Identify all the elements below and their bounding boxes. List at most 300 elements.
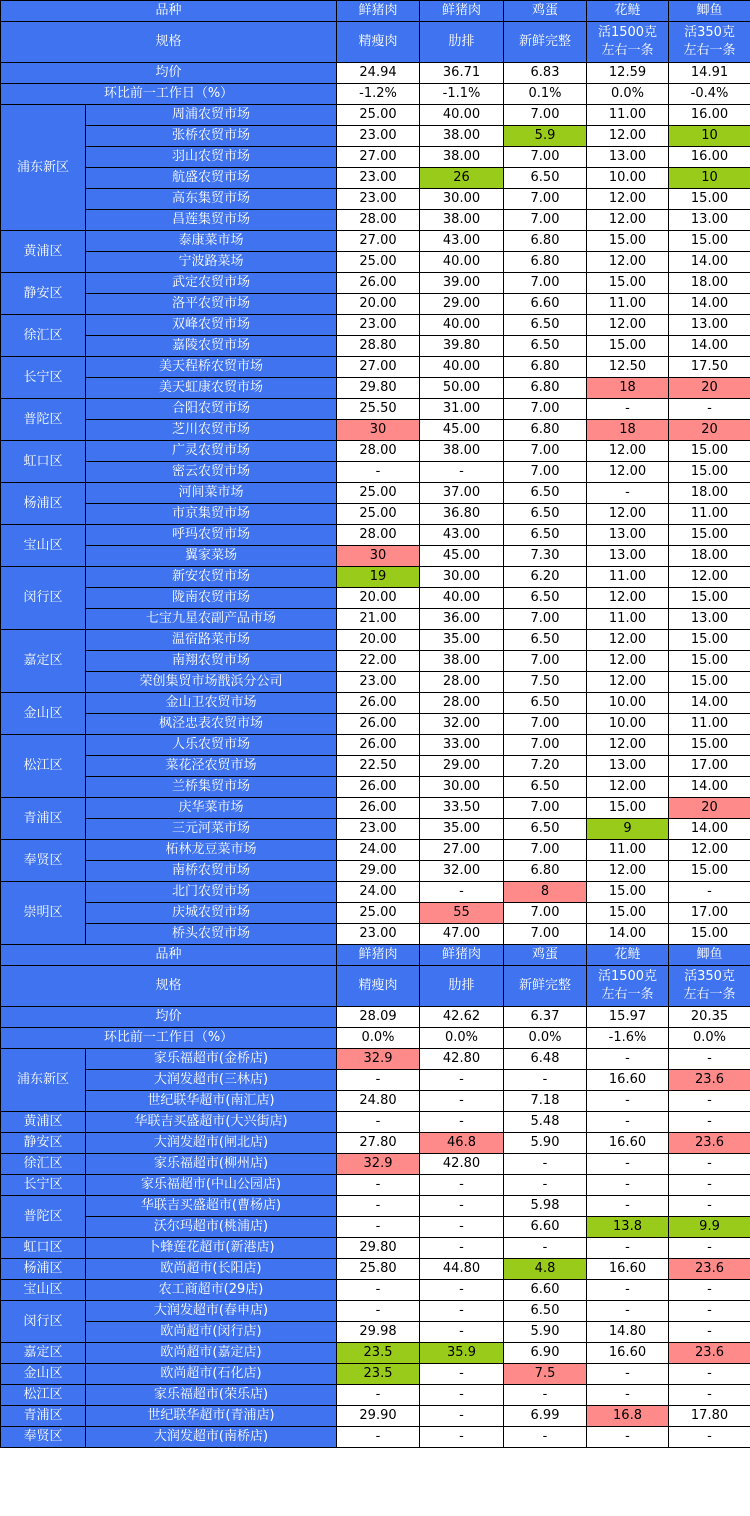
table-row [1,1070,750,1091]
price-cell: 35.00 [420,819,504,840]
price-cell: - [587,1154,669,1175]
district-name: 徐汇区 [1,1154,86,1175]
change-value: 0.0% [669,1028,750,1049]
price-cell: 6.50 [504,819,587,840]
table-row [1,441,750,462]
price-cell: 12.00 [587,252,669,273]
change-label: 环比前一工作日（%） [1,1028,337,1049]
market-name: 沃尔玛超市(桃浦店) [86,1217,337,1238]
average-label: 均价 [1,63,337,84]
price-cell: 11.00 [587,840,669,861]
table-row [1,1154,750,1175]
price-cell: 12.00 [587,735,669,756]
district-name: 长宁区 [1,357,86,399]
price-cell: 12.00 [587,651,669,672]
price-cell: 30 [337,546,420,567]
product-name: 鲜猪肉 [337,1,420,22]
price-cell: 15.00 [587,798,669,819]
price-cell: 25.50 [337,399,420,420]
table-row [1,147,750,168]
price-cell: 11.00 [669,504,750,525]
average-value: 28.09 [337,1007,420,1028]
price-cell: - [669,1364,750,1385]
price-cell: 25.00 [337,504,420,525]
table-row [1,1343,750,1364]
price-cell: 15.00 [669,231,750,252]
table-row [1,1406,750,1427]
market-name: 金山卫农贸市场 [86,693,337,714]
district-name: 松江区 [1,1385,86,1406]
average-value: 36.71 [420,63,504,84]
price-cell: 15.00 [587,903,669,924]
price-cell: - [337,1427,420,1448]
price-cell: - [420,1385,504,1406]
price-cell: 12.00 [587,504,669,525]
table-row [1,777,750,798]
price-cell: 28.00 [337,525,420,546]
table-row [1,504,750,525]
price-cell: 38.00 [420,147,504,168]
market-name: 大润发超市(三林店) [86,1070,337,1091]
table-row [1,651,750,672]
district-name: 松江区 [1,735,86,798]
product-name: 鲫鱼 [669,945,750,966]
price-cell: - [420,1196,504,1217]
district-name: 徐汇区 [1,315,86,357]
table-row [1,189,750,210]
price-cell: 20 [669,798,750,819]
price-cell: 7.50 [504,672,587,693]
price-cell: 32.9 [337,1154,420,1175]
price-cell: 7.00 [504,735,587,756]
market-name: 昌莲集贸市场 [86,210,337,231]
table-row [1,399,750,420]
price-cell: 15.00 [669,651,750,672]
table-row [1,714,750,735]
table-row [1,1133,750,1154]
price-cell: 28.80 [337,336,420,357]
average-value: 14.91 [669,63,750,84]
price-cell: 23.00 [337,168,420,189]
price-cell: 16.00 [669,147,750,168]
price-cell: 36.80 [420,504,504,525]
price-cell: 15.00 [587,231,669,252]
price-cell: - [587,1049,669,1070]
price-cell: 18 [587,420,669,441]
market-change-row [1,84,750,105]
price-cell: 20 [669,378,750,399]
price-cell: 12.00 [587,210,669,231]
district-name: 黄浦区 [1,231,86,273]
market-name: 河间菜市场 [86,483,337,504]
market-name: 航盛农贸市场 [86,168,337,189]
table-row [1,693,750,714]
price-cell: - [420,882,504,903]
price-cell: 12.00 [587,777,669,798]
price-cell: - [504,1427,587,1448]
price-cell: - [420,1238,504,1259]
district-name: 宝山区 [1,1280,86,1301]
table-row [1,798,750,819]
price-cell: 37.00 [420,483,504,504]
price-cell: 38.00 [420,651,504,672]
price-cell: 6.60 [504,1217,587,1238]
price-cell: 23.00 [337,924,420,945]
price-cell: 14.00 [669,777,750,798]
district-name: 崇明区 [1,882,86,945]
price-cell: 16.60 [587,1070,669,1091]
price-cell: - [669,882,750,903]
table-row [1,105,750,126]
price-cell: 14.00 [669,819,750,840]
market-average-row [1,63,750,84]
price-cell: 27.00 [337,147,420,168]
price-cell: 13.00 [587,525,669,546]
price-cell: 12.00 [587,462,669,483]
spec-name: 活350克 左右一条 [669,966,750,1007]
market-name: 世纪联华超市(南汇店) [86,1091,337,1112]
change-value: 0.0% [587,84,669,105]
price-cell: 7.00 [504,714,587,735]
price-cell: 26.00 [337,693,420,714]
price-cell: 28.00 [337,441,420,462]
price-cell: 9 [587,819,669,840]
price-cell: 18 [587,378,669,399]
price-cell: 7.30 [504,546,587,567]
price-cell: 6.80 [504,420,587,441]
price-cell: 7.00 [504,441,587,462]
table-row [1,231,750,252]
price-cell: - [587,1364,669,1385]
price-cell: 7.00 [504,273,587,294]
price-cell: 7.00 [504,840,587,861]
price-cell: 40.00 [420,588,504,609]
price-cell: 31.00 [420,399,504,420]
price-cell: - [669,1238,750,1259]
district-name: 黄浦区 [1,1112,86,1133]
district-name: 杨浦区 [1,483,86,525]
market-name: 桥头农贸市场 [86,924,337,945]
price-cell: 13.00 [669,609,750,630]
market-name: 美天程桥农贸市场 [86,357,337,378]
price-cell: 9.9 [669,1217,750,1238]
price-cell: 50.00 [420,378,504,399]
table-row [1,903,750,924]
market-name: 枫泾忠表农贸市场 [86,714,337,735]
change-value: 0.0% [420,1028,504,1049]
price-cell: 20.00 [337,630,420,651]
supermarket-change-row [1,1028,750,1049]
price-cell: 13.00 [669,210,750,231]
price-cell: - [587,1280,669,1301]
price-cell: 7.00 [504,651,587,672]
price-cell: 20 [669,420,750,441]
table-row [1,1091,750,1112]
average-value: 20.35 [669,1007,750,1028]
price-cell: 13.00 [587,546,669,567]
district-name: 静安区 [1,273,86,315]
price-cell: 24.80 [337,1091,420,1112]
price-cell: - [420,1301,504,1322]
price-cell: - [669,1385,750,1406]
price-cell: - [669,1049,750,1070]
table-row [1,1364,750,1385]
price-cell: 15.00 [587,336,669,357]
price-cell: - [337,1175,420,1196]
price-cell: 26.00 [337,714,420,735]
price-cell: - [504,1385,587,1406]
spec-name: 活1500克 左右一条 [587,966,669,1007]
price-cell: 23.00 [337,672,420,693]
table-row [1,168,750,189]
product-name: 花鲢 [587,1,669,22]
price-cell: - [420,1217,504,1238]
table-row [1,462,750,483]
price-cell: 29.00 [420,294,504,315]
spec-name: 活1500克 左右一条 [587,22,669,63]
market-name: 菜花泾农贸市场 [86,756,337,777]
price-cell: 38.00 [420,441,504,462]
price-cell: 15.00 [669,525,750,546]
price-cell: 27.80 [337,1133,420,1154]
district-name: 金山区 [1,1364,86,1385]
price-cell: 55 [420,903,504,924]
change-value: 0.0% [337,1028,420,1049]
price-cell: 6.80 [504,231,587,252]
spec-name: 肋排 [420,22,504,63]
price-cell: 23.00 [337,315,420,336]
table-row [1,483,750,504]
average-value: 24.94 [337,63,420,84]
price-cell: - [420,1070,504,1091]
price-cell: - [337,1385,420,1406]
price-cell: 15.00 [669,672,750,693]
market-name: 芝川农贸市场 [86,420,337,441]
district-name: 金山区 [1,693,86,735]
price-cell: - [420,1427,504,1448]
price-cell: 29.00 [420,756,504,777]
average-value: 42.62 [420,1007,504,1028]
table-row [1,315,750,336]
price-cell: 38.00 [420,210,504,231]
price-cell: 29.90 [337,1406,420,1427]
price-cell: 10 [669,126,750,147]
price-cell: 45.00 [420,420,504,441]
price-cell: 22.00 [337,651,420,672]
average-value: 12.59 [587,63,669,84]
price-cell: 14.00 [587,924,669,945]
market-name: 呼玛农贸市场 [86,525,337,546]
price-cell: 17.00 [669,756,750,777]
price-cell: 21.00 [337,609,420,630]
table-row [1,630,750,651]
district-name: 青浦区 [1,798,86,840]
price-cell: 6.80 [504,252,587,273]
table-row [1,1385,750,1406]
table-row [1,1238,750,1259]
market-name: 欧尚超市(石化店) [86,1364,337,1385]
average-value: 6.37 [504,1007,587,1028]
price-cell: 6.50 [504,504,587,525]
price-cell: 26.00 [337,735,420,756]
price-cell: 40.00 [420,357,504,378]
price-cell: 20.00 [337,588,420,609]
price-cell: 15.00 [587,273,669,294]
market-name: 陇南农贸市场 [86,588,337,609]
spec-label: 规格 [1,22,337,63]
price-cell: 23.00 [337,126,420,147]
price-cell: 23.5 [337,1343,420,1364]
average-value: 15.97 [587,1007,669,1028]
price-cell: 32.00 [420,861,504,882]
table-row [1,861,750,882]
market-product-row [1,1,750,22]
price-cell: 25.00 [337,105,420,126]
price-cell: 43.00 [420,231,504,252]
change-value: 0.0% [504,1028,587,1049]
table-row [1,1196,750,1217]
price-cell: 12.00 [587,672,669,693]
price-cell: 43.00 [420,525,504,546]
price-cell: 16.60 [587,1259,669,1280]
price-cell: 13.00 [587,147,669,168]
price-cell: - [420,462,504,483]
price-cell: 7.00 [504,924,587,945]
district-name: 闵行区 [1,1301,86,1343]
price-cell: 22.50 [337,756,420,777]
price-cell: 39.80 [420,336,504,357]
price-cell: 27.00 [420,840,504,861]
market-name: 泰康菜市场 [86,231,337,252]
price-cell: - [420,1364,504,1385]
price-cell: 15.00 [669,588,750,609]
price-cell: 30.00 [420,777,504,798]
price-cell: 44.80 [420,1259,504,1280]
table-row [1,336,750,357]
price-cell: 6.50 [504,693,587,714]
price-cell: 7.00 [504,189,587,210]
district-name: 奉贤区 [1,1427,86,1448]
price-cell: 12.00 [587,126,669,147]
price-cell: 20.00 [337,294,420,315]
price-cell: 15.00 [669,462,750,483]
price-cell: 25.00 [337,252,420,273]
price-cell: 12.00 [587,630,669,651]
market-name: 大润发超市(春申店) [86,1301,337,1322]
spec-name: 肋排 [420,966,504,1007]
market-name: 双峰农贸市场 [86,315,337,336]
district-name: 嘉定区 [1,1343,86,1364]
average-value: 6.83 [504,63,587,84]
table-row [1,126,750,147]
district-name: 杨浦区 [1,1259,86,1280]
district-name: 虹口区 [1,1238,86,1259]
price-cell: - [669,1175,750,1196]
price-cell: 12.00 [587,441,669,462]
price-cell: 26.00 [337,777,420,798]
table-row [1,672,750,693]
price-cell: 27.00 [337,231,420,252]
price-cell: 12.00 [587,588,669,609]
change-value: -0.4% [669,84,750,105]
market-name: 周浦农贸市场 [86,105,337,126]
price-cell: 40.00 [420,252,504,273]
price-cell: - [337,1217,420,1238]
price-cell: 14.00 [669,294,750,315]
price-cell: 11.00 [587,105,669,126]
price-cell: 10.00 [587,714,669,735]
product-name: 鲜猪肉 [420,945,504,966]
market-name: 荣创集贸市场戬浜分公司 [86,672,337,693]
table-row [1,273,750,294]
change-value: -1.2% [337,84,420,105]
price-cell: 15.00 [669,861,750,882]
price-cell: 29.98 [337,1322,420,1343]
market-name: 欧尚超市(闵行店) [86,1322,337,1343]
price-cell: 23.6 [669,1070,750,1091]
price-cell: 7.00 [504,210,587,231]
price-cell: 15.00 [669,735,750,756]
price-cell: - [337,1112,420,1133]
price-cell: 13.8 [587,1217,669,1238]
market-name: 美天虹康农贸市场 [86,378,337,399]
price-cell: - [420,1175,504,1196]
price-cell: 6.50 [504,777,587,798]
district-name: 普陀区 [1,399,86,441]
price-cell: 29.80 [337,1238,420,1259]
table-row [1,1112,750,1133]
price-cell: 6.50 [504,336,587,357]
market-name: 人乐农贸市场 [86,735,337,756]
price-cell: 32.00 [420,714,504,735]
price-cell: 11.00 [587,567,669,588]
price-cell: 16.60 [587,1343,669,1364]
table-row [1,924,750,945]
spec-name: 新鲜完整 [504,22,587,63]
product-name: 花鲢 [587,945,669,966]
table-row [1,1049,750,1070]
table-row [1,1427,750,1448]
price-cell: 17.00 [669,903,750,924]
district-name: 静安区 [1,1133,86,1154]
price-cell: 26.00 [337,798,420,819]
price-cell: - [587,1427,669,1448]
district-name: 浦东新区 [1,1049,86,1112]
price-cell: 45.00 [420,546,504,567]
price-cell: 7.00 [504,105,587,126]
price-cell: 12.00 [587,861,669,882]
price-cell: 6.48 [504,1049,587,1070]
market-name: 张桥农贸市场 [86,126,337,147]
table-row [1,525,750,546]
price-cell: 28.00 [420,672,504,693]
price-cell: 6.80 [504,378,587,399]
price-cell: 16.00 [669,105,750,126]
price-cell: 7.5 [504,1364,587,1385]
price-cell: - [420,1091,504,1112]
supermarket-average-row [1,1007,750,1028]
supermarket-spec-row [1,966,750,1007]
product-name: 鲫鱼 [669,1,750,22]
price-cell: 10.00 [587,168,669,189]
spec-name: 精瘦肉 [337,966,420,1007]
table-row [1,1175,750,1196]
price-cell: 23.6 [669,1133,750,1154]
price-cell: 28.00 [420,693,504,714]
product-name: 鸡蛋 [504,1,587,22]
price-cell: - [669,1112,750,1133]
price-cell: 36.00 [420,609,504,630]
